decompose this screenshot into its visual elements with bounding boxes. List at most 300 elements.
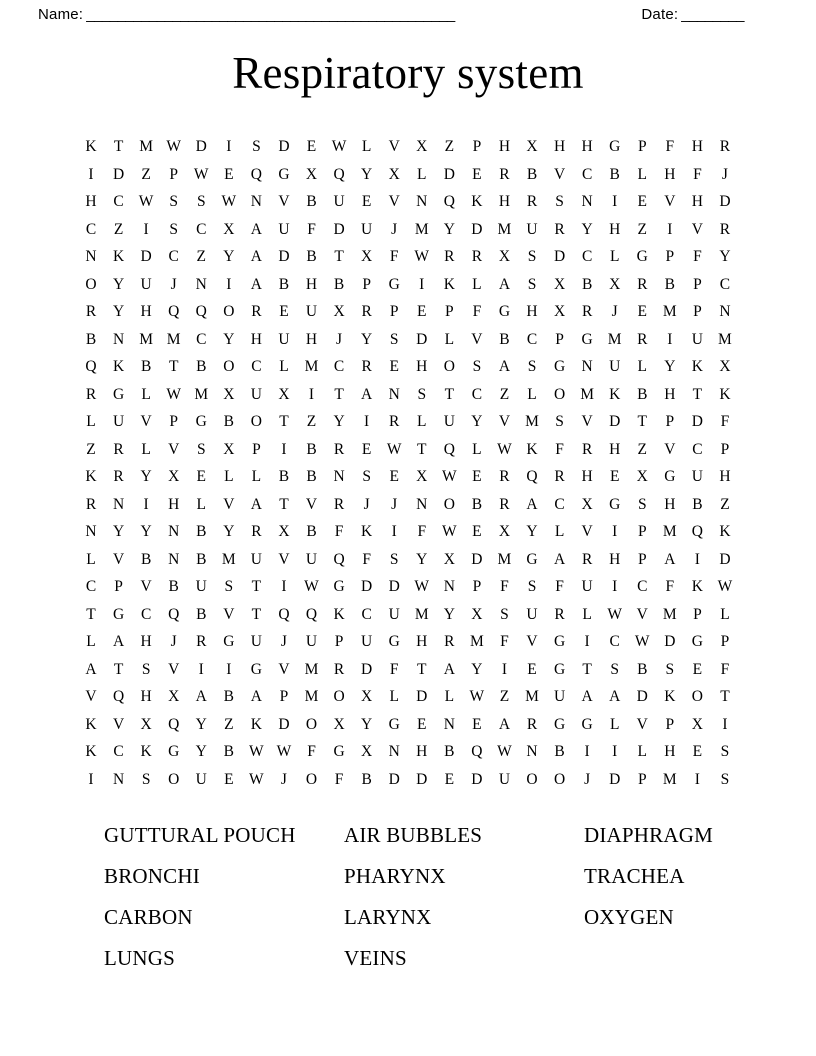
grid-letter[interactable]: U (361, 633, 373, 650)
grid-letter[interactable]: W (166, 138, 181, 155)
grid-letter[interactable]: H (305, 330, 318, 348)
grid-letter[interactable]: H (416, 743, 428, 760)
grid-letter[interactable]: G (112, 605, 125, 623)
grid-letter[interactable]: G (581, 715, 593, 733)
grid-letter[interactable]: Q (333, 165, 345, 183)
grid-letter[interactable]: E (444, 770, 455, 788)
grid-letter[interactable]: V (691, 220, 703, 238)
grid-letter[interactable]: D (471, 770, 483, 788)
grid-letter[interactable]: S (527, 275, 537, 293)
grid-letter[interactable]: C (113, 193, 124, 210)
grid-letter[interactable]: F (665, 578, 675, 595)
grid-letter[interactable]: Q (278, 605, 290, 623)
grid-letter[interactable]: G (112, 385, 125, 403)
grid-letter[interactable]: S (637, 495, 647, 513)
grid-letter[interactable]: L (417, 165, 427, 183)
grid-letter[interactable]: Y (223, 330, 235, 348)
grid-letter[interactable]: I (391, 523, 397, 540)
grid-letter[interactable]: B (333, 275, 345, 293)
grid-letter[interactable]: P (637, 770, 647, 788)
grid-letter[interactable]: S (141, 660, 151, 678)
grid-letter[interactable]: M (497, 220, 512, 238)
grid-letter[interactable]: X (526, 138, 538, 155)
grid-letter[interactable]: K (85, 715, 97, 733)
grid-letter[interactable]: H (85, 193, 97, 210)
grid-letter[interactable]: C (637, 578, 648, 595)
grid-letter[interactable]: G (388, 275, 400, 293)
grid-letter[interactable]: Z (499, 688, 510, 705)
grid-letter[interactable]: V (278, 660, 290, 678)
grid-letter[interactable]: V (636, 715, 648, 733)
grid-letter[interactable]: E (279, 303, 289, 320)
grid-letter[interactable]: C (168, 248, 179, 265)
grid-letter[interactable]: S (389, 550, 399, 568)
grid-letter[interactable]: O (553, 770, 566, 788)
grid-letter[interactable]: B (278, 468, 290, 485)
grid-letter[interactable]: C (581, 165, 593, 183)
grid-letter[interactable]: X (168, 688, 180, 705)
grid-letter[interactable]: I (88, 165, 94, 183)
grid-letter[interactable]: S (362, 468, 371, 485)
grid-letter[interactable]: B (196, 605, 207, 623)
grid-letter[interactable]: W (469, 688, 485, 705)
grid-letter[interactable]: B (637, 660, 648, 678)
grid-letter[interactable]: R (113, 440, 124, 458)
grid-letter[interactable]: V (581, 523, 593, 540)
grid-letter[interactable]: O (553, 385, 566, 403)
grid-letter[interactable]: D (278, 715, 290, 733)
grid-letter[interactable]: G (195, 413, 207, 430)
grid-letter[interactable]: D (278, 138, 290, 155)
grid-letter[interactable]: B (306, 468, 317, 485)
grid-letter[interactable]: T (251, 578, 262, 595)
grid-letter[interactable]: H (609, 440, 621, 458)
word-list-item[interactable]: GUTTURAL POUCH (104, 823, 296, 847)
grid-letter[interactable]: M (139, 138, 154, 155)
grid-letter[interactable]: Z (196, 248, 206, 265)
grid-letter[interactable]: D (195, 138, 207, 155)
grid-letter[interactable]: W (717, 578, 733, 595)
grid-letter[interactable]: K (85, 468, 97, 485)
grid-letter[interactable]: N (112, 770, 125, 788)
grid-letter[interactable]: T (444, 385, 455, 403)
grid-letter[interactable]: M (304, 688, 319, 705)
grid-letter[interactable]: R (85, 495, 97, 513)
grid-letter[interactable]: W (414, 578, 430, 595)
grid-letter[interactable]: E (609, 468, 620, 485)
grid-letter[interactable]: U (333, 193, 345, 210)
grid-letter[interactable]: U (112, 413, 125, 430)
grid-letter[interactable]: X (361, 743, 373, 760)
grid-letter[interactable]: M (221, 550, 236, 568)
grid-letter[interactable]: M (580, 385, 595, 403)
grid-letter[interactable]: S (224, 578, 234, 595)
grid-letter[interactable]: H (664, 385, 676, 403)
grid-letter[interactable]: S (527, 248, 537, 265)
grid-letter[interactable]: O (85, 275, 97, 293)
grid-letter[interactable]: I (584, 743, 590, 760)
grid-letter[interactable]: B (637, 385, 648, 403)
grid-letter[interactable]: K (140, 743, 152, 760)
grid-letter[interactable]: O (333, 688, 345, 705)
grid-letter[interactable]: M (525, 688, 539, 705)
grid-letter[interactable]: W (441, 523, 457, 540)
grid-letter[interactable]: G (333, 743, 345, 760)
grid-letter[interactable]: R (499, 495, 510, 513)
grid-letter[interactable]: R (719, 138, 731, 155)
grid-letter[interactable]: U (250, 550, 262, 568)
grid-letter[interactable]: V (278, 550, 290, 568)
grid-letter[interactable]: V (526, 633, 538, 650)
grid-letter[interactable]: C (140, 605, 152, 623)
grid-letter[interactable]: T (334, 385, 344, 403)
grid-letter[interactable]: S (141, 770, 151, 788)
grid-letter[interactable]: V (498, 413, 511, 430)
grid-letter[interactable]: X (361, 688, 373, 705)
grid-letter[interactable]: E (692, 743, 703, 760)
grid-letter[interactable]: P (693, 605, 702, 623)
grid-letter[interactable]: E (224, 770, 234, 788)
grid-letter[interactable]: X (223, 440, 235, 458)
grid-letter[interactable]: I (612, 193, 618, 210)
grid-letter[interactable]: I (722, 715, 728, 733)
grid-letter[interactable]: X (305, 165, 318, 183)
grid-letter[interactable]: N (581, 358, 593, 375)
grid-letter[interactable]: G (498, 303, 511, 320)
grid-letter[interactable]: X (471, 605, 483, 623)
grid-letter[interactable]: J (391, 220, 398, 238)
grid-letter[interactable]: Z (113, 220, 124, 238)
grid-letter[interactable]: P (362, 275, 371, 293)
grid-letter[interactable]: B (609, 165, 620, 183)
grid-letter[interactable]: R (85, 303, 97, 320)
grid-letter[interactable]: R (554, 468, 565, 485)
grid-letter[interactable]: F (472, 303, 482, 320)
grid-letter[interactable]: W (221, 193, 237, 210)
grid-letter[interactable]: O (223, 303, 235, 320)
grid-letter[interactable]: X (140, 715, 152, 733)
grid-letter[interactable]: I (226, 138, 232, 155)
grid-letter[interactable]: B (471, 495, 483, 513)
grid-letter[interactable]: G (553, 660, 566, 678)
grid-letter[interactable]: C (554, 495, 565, 513)
grid-letter[interactable]: S (555, 413, 564, 430)
grid-letter[interactable]: Q (691, 523, 703, 540)
grid-letter[interactable]: M (139, 330, 154, 348)
grid-letter[interactable]: E (224, 165, 234, 183)
grid-letter[interactable]: L (582, 605, 592, 623)
grid-letter[interactable]: M (469, 633, 484, 650)
grid-letter[interactable]: X (609, 275, 621, 293)
grid-letter[interactable]: T (637, 413, 647, 430)
grid-letter[interactable]: M (166, 330, 181, 348)
grid-letter[interactable]: D (471, 220, 483, 238)
grid-letter[interactable]: A (250, 275, 262, 293)
grid-letter[interactable]: X (223, 385, 235, 403)
grid-letter[interactable]: N (112, 495, 125, 513)
grid-letter[interactable]: U (305, 550, 318, 568)
grid-letter[interactable]: U (553, 688, 566, 705)
grid-letter[interactable]: U (195, 578, 207, 595)
grid-letter[interactable]: K (112, 248, 125, 265)
grid-letter[interactable]: P (637, 523, 647, 540)
grid-letter[interactable]: K (443, 275, 455, 293)
grid-letter[interactable]: U (305, 633, 318, 650)
grid-letter[interactable]: D (388, 578, 400, 595)
grid-letter[interactable]: Y (195, 715, 207, 733)
grid-letter[interactable]: V (553, 165, 566, 183)
grid-letter[interactable]: Y (719, 248, 731, 265)
grid-letter[interactable]: O (443, 495, 455, 513)
grid-letter[interactable]: A (498, 275, 511, 293)
grid-letter[interactable]: S (555, 193, 564, 210)
grid-letter[interactable]: O (250, 413, 262, 430)
grid-letter[interactable]: P (472, 578, 482, 595)
word-list-item[interactable]: AIR BUBBLES (344, 823, 483, 847)
grid-letter[interactable]: H (691, 138, 703, 155)
grid-letter[interactable]: V (305, 495, 318, 513)
grid-letter[interactable]: G (553, 358, 566, 375)
grid-letter[interactable]: S (527, 358, 537, 375)
grid-letter[interactable]: V (278, 193, 290, 210)
grid-letter[interactable]: R (333, 440, 345, 458)
grid-letter[interactable]: F (500, 633, 509, 650)
grid-letter[interactable]: P (665, 413, 675, 430)
grid-letter[interactable]: R (113, 468, 124, 485)
grid-letter[interactable]: L (609, 248, 620, 265)
grid-letter[interactable]: M (414, 605, 429, 623)
grid-letter[interactable]: G (636, 248, 648, 265)
grid-letter[interactable]: I (667, 330, 673, 348)
grid-letter[interactable]: A (250, 495, 262, 513)
grid-letter[interactable]: N (333, 468, 345, 485)
grid-letter[interactable]: L (472, 440, 482, 458)
grid-letter[interactable]: L (554, 523, 565, 540)
grid-letter[interactable]: D (112, 165, 125, 183)
grid-letter[interactable]: I (419, 275, 425, 293)
grid-letter[interactable]: I (143, 220, 149, 238)
grid-letter[interactable]: R (581, 440, 593, 458)
grid-letter[interactable]: W (276, 743, 292, 760)
grid-letter[interactable]: H (719, 468, 731, 485)
grid-letter[interactable]: S (389, 330, 399, 348)
grid-letter[interactable]: D (140, 248, 152, 265)
grid-letter[interactable]: C (333, 358, 345, 375)
grid-letter[interactable]: U (691, 330, 703, 348)
grid-letter[interactable]: P (279, 688, 289, 705)
grid-letter[interactable]: F (417, 523, 427, 540)
grid-letter[interactable]: M (718, 330, 732, 348)
grid-letter[interactable]: B (168, 578, 179, 595)
grid-letter[interactable]: I (584, 633, 590, 650)
grid-letter[interactable]: N (443, 578, 455, 595)
grid-letter[interactable]: L (86, 413, 96, 430)
word-list-item[interactable]: OXYGEN (584, 905, 674, 929)
grid-letter[interactable]: P (169, 413, 178, 430)
grid-letter[interactable]: P (169, 165, 178, 183)
grid-letter[interactable]: H (664, 495, 676, 513)
grid-letter[interactable]: R (251, 523, 262, 540)
grid-letter[interactable]: H (664, 165, 676, 183)
grid-letter[interactable]: C (196, 220, 207, 238)
grid-letter[interactable]: P (637, 138, 647, 155)
grid-letter[interactable]: N (112, 330, 125, 348)
grid-letter[interactable]: W (386, 440, 402, 458)
grid-letter[interactable]: G (553, 715, 566, 733)
grid-letter[interactable]: Y (443, 220, 455, 238)
grid-letter[interactable]: E (196, 468, 206, 485)
grid-letter[interactable]: P (665, 715, 675, 733)
grid-letter[interactable]: I (88, 770, 94, 788)
grid-letter[interactable]: S (720, 770, 730, 788)
grid-letter[interactable]: D (609, 770, 621, 788)
grid-letter[interactable]: V (223, 605, 235, 623)
grid-letter[interactable]: F (307, 743, 316, 760)
grid-letter[interactable]: B (223, 688, 234, 705)
grid-letter[interactable]: X (416, 138, 428, 155)
grid-letter[interactable]: J (170, 275, 177, 293)
grid-letter[interactable]: S (196, 193, 206, 210)
grid-letter[interactable]: S (169, 220, 178, 238)
grid-letter[interactable]: T (86, 605, 96, 623)
grid-letter[interactable]: Y (361, 165, 373, 183)
grid-letter[interactable]: T (582, 660, 592, 678)
grid-letter[interactable]: C (692, 440, 703, 458)
grid-letter[interactable]: H (168, 495, 180, 513)
grid-letter[interactable]: V (112, 715, 125, 733)
word-list-item[interactable]: DIAPHRAGM (584, 823, 713, 847)
grid-letter[interactable]: J (170, 633, 177, 650)
grid-letter[interactable]: N (85, 523, 97, 540)
grid-letter[interactable]: O (691, 688, 703, 705)
grid-letter[interactable]: X (278, 385, 290, 403)
grid-letter[interactable]: H (498, 193, 511, 210)
grid-letter[interactable]: B (664, 275, 675, 293)
grid-letter[interactable]: D (664, 633, 676, 650)
grid-letter[interactable]: V (140, 578, 152, 595)
word-list-item[interactable]: TRACHEA (584, 864, 685, 888)
grid-letter[interactable]: F (693, 165, 702, 183)
grid-letter[interactable]: K (609, 385, 621, 403)
grid-letter[interactable]: U (278, 220, 290, 238)
grid-letter[interactable]: Y (526, 523, 538, 540)
grid-letter[interactable]: L (472, 275, 482, 293)
grid-letter[interactable]: D (443, 165, 455, 183)
grid-letter[interactable]: R (361, 303, 372, 320)
name-blank-line[interactable]: _______________________________________________ (86, 6, 455, 23)
grid-letter[interactable]: P (445, 303, 454, 320)
grid-letter[interactable]: T (113, 138, 124, 155)
grid-letter[interactable]: B (306, 193, 317, 210)
grid-letter[interactable]: A (581, 688, 593, 705)
grid-letter[interactable]: A (498, 715, 511, 733)
grid-letter[interactable]: H (416, 633, 428, 650)
word-list-item[interactable]: BRONCHI (104, 864, 200, 888)
grid-letter[interactable]: E (637, 193, 647, 210)
grid-letter[interactable]: S (665, 660, 675, 678)
grid-letter[interactable]: B (306, 440, 317, 458)
grid-letter[interactable]: R (333, 495, 345, 513)
grid-letter[interactable]: T (334, 248, 344, 265)
grid-letter[interactable]: U (250, 633, 262, 650)
grid-letter[interactable]: B (581, 275, 593, 293)
grid-letter[interactable]: S (527, 578, 537, 595)
grid-letter[interactable]: Y (195, 743, 207, 760)
grid-letter[interactable]: L (389, 688, 399, 705)
grid-letter[interactable]: R (85, 385, 97, 403)
grid-letter[interactable]: X (416, 468, 428, 485)
grid-letter[interactable]: D (416, 770, 428, 788)
grid-letter[interactable]: B (526, 165, 538, 183)
grid-letter[interactable]: B (306, 248, 317, 265)
grid-letter[interactable]: Q (168, 303, 180, 320)
grid-letter[interactable]: R (361, 358, 372, 375)
grid-letter[interactable]: Y (112, 523, 125, 540)
grid-letter[interactable]: G (223, 633, 235, 650)
grid-letter[interactable]: D (609, 413, 621, 430)
grid-letter[interactable]: L (637, 165, 647, 183)
grid-letter[interactable]: F (693, 248, 702, 265)
grid-letter[interactable]: F (720, 660, 730, 678)
grid-letter[interactable]: S (500, 605, 509, 623)
grid-letter[interactable]: P (693, 303, 702, 320)
grid-letter[interactable]: N (195, 275, 207, 293)
grid-letter[interactable]: A (664, 550, 676, 568)
grid-letter[interactable]: M (662, 770, 677, 788)
grid-letter[interactable]: E (389, 468, 399, 485)
grid-letter[interactable]: P (665, 248, 675, 265)
grid-letter[interactable]: I (667, 220, 673, 238)
grid-letter[interactable]: V (388, 193, 400, 210)
grid-letter[interactable]: F (555, 578, 564, 595)
grid-letter[interactable]: U (361, 220, 373, 238)
grid-letter[interactable]: Z (224, 715, 234, 733)
grid-letter[interactable]: Z (444, 138, 455, 155)
grid-letter[interactable]: F (307, 220, 316, 238)
grid-letter[interactable]: V (664, 193, 676, 210)
grid-letter[interactable]: H (609, 220, 621, 238)
grid-letter[interactable]: W (166, 385, 181, 403)
word-list-item[interactable]: LUNGS (104, 946, 176, 970)
grid-letter[interactable]: U (526, 220, 538, 238)
grid-letter[interactable]: Y (361, 715, 373, 733)
grid-letter[interactable]: X (498, 248, 511, 265)
grid-letter[interactable]: F (334, 523, 344, 540)
grid-letter[interactable]: Y (112, 275, 125, 293)
grid-letter[interactable]: G (609, 138, 621, 155)
grid-letter[interactable]: B (85, 330, 97, 348)
grid-letter[interactable]: L (609, 715, 620, 733)
grid-letter[interactable]: S (169, 193, 178, 210)
grid-letter[interactable]: H (553, 138, 566, 155)
grid-letter[interactable]: I (226, 660, 232, 678)
grid-letter[interactable]: L (251, 468, 262, 485)
grid-letter[interactable]: U (498, 770, 511, 788)
grid-letter[interactable]: K (112, 358, 125, 375)
word-list-item[interactable]: PHARYNX (344, 864, 446, 888)
grid-letter[interactable]: B (278, 275, 290, 293)
grid-letter[interactable]: U (581, 578, 593, 595)
grid-letter[interactable]: X (691, 715, 703, 733)
word-list-item[interactable]: VEINS (344, 946, 407, 970)
grid-letter[interactable]: L (196, 495, 206, 513)
grid-letter[interactable]: P (472, 138, 482, 155)
grid-letter[interactable]: Q (168, 715, 180, 733)
grid-letter[interactable]: W (193, 165, 209, 183)
grid-letter[interactable]: T (168, 358, 179, 375)
grid-letter[interactable]: F (389, 660, 399, 678)
grid-letter[interactable]: N (526, 743, 538, 760)
